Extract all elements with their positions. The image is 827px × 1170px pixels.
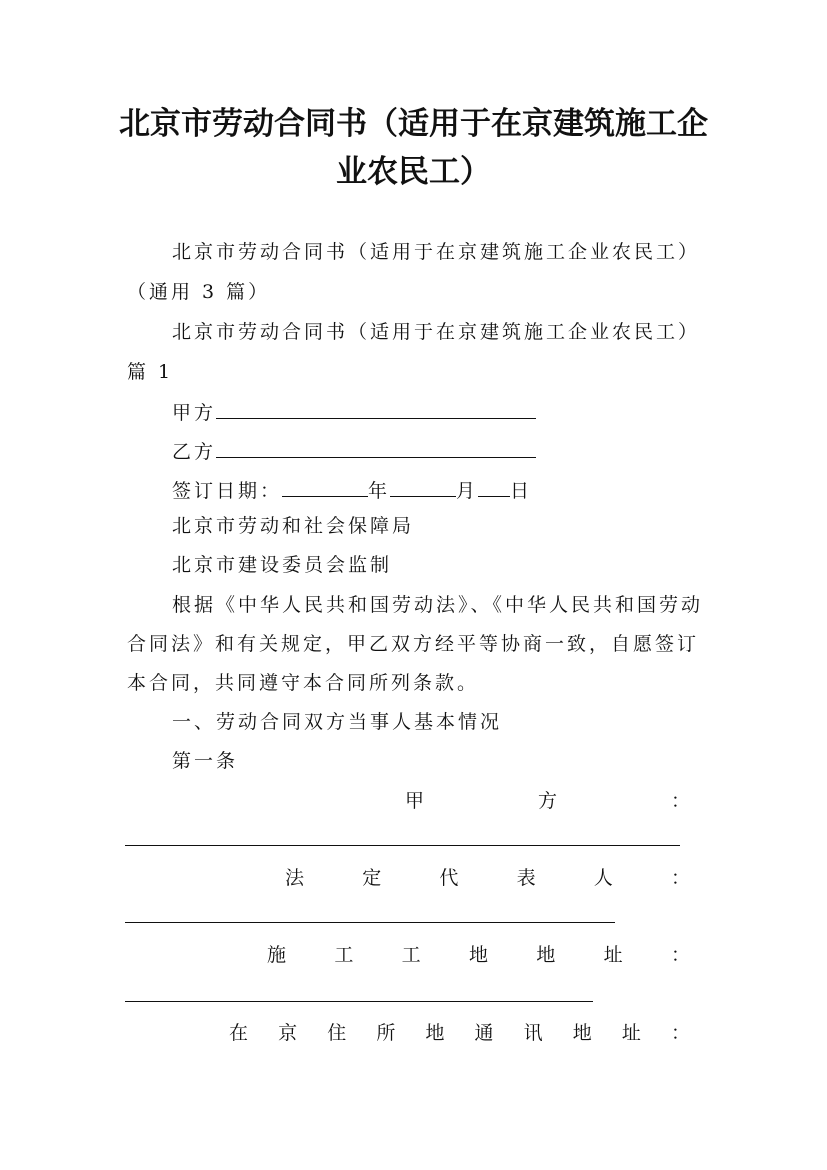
field-char: 在: [229, 1022, 249, 1044]
field-char: 表: [516, 867, 536, 889]
section-heading-1: 一、劳动合同双方当事人基本情况: [172, 711, 503, 733]
field-char: ：: [670, 867, 690, 889]
heading-line-1: 北京市劳动合同书（适用于在京建筑施工企业农民工）: [172, 321, 701, 343]
paragraph-line-1: 根据《中华人民共和国劳动法》、《中华人民共和国劳动: [172, 594, 704, 616]
month-blank[interactable]: [390, 476, 456, 497]
field-char: 通: [474, 1022, 494, 1044]
field-party-a-blank[interactable]: [125, 844, 680, 846]
month-label: 月: [456, 480, 479, 502]
field-char: 所: [376, 1022, 396, 1044]
field-char: 工: [401, 944, 421, 966]
field-char: 址: [621, 1022, 641, 1044]
field-char: 地: [425, 1022, 445, 1044]
party-b-label: 乙方: [172, 441, 217, 463]
year-blank[interactable]: [282, 476, 368, 497]
document-title: [100, 100, 727, 196]
field-char: 工: [334, 944, 354, 966]
field-char: 定: [362, 867, 382, 889]
field-char: 方: [537, 790, 557, 812]
heading-line-2: 篇 1: [127, 361, 174, 383]
field-char: ：: [670, 790, 690, 812]
paragraph-line-3: 本合同，共同遵守本合同所列条款。: [127, 672, 480, 694]
field-char: 讯: [523, 1022, 543, 1044]
field-char: 地: [536, 944, 556, 966]
party-a-row: [172, 398, 536, 425]
year-label: 年: [368, 480, 391, 502]
field-char: 京: [278, 1022, 298, 1044]
subtitle-line-2: （通用 3 篇）: [127, 281, 271, 303]
field-char: 人: [593, 867, 613, 889]
field-legal-rep-label: [285, 866, 690, 890]
field-char: 地: [468, 944, 488, 966]
party-a-label: 甲方: [172, 402, 217, 424]
field-site-addr-blank[interactable]: [125, 1000, 593, 1002]
party-b-row: [172, 437, 536, 464]
day-label: 日: [510, 480, 533, 502]
field-beijing-addr-label: [229, 1021, 690, 1045]
issuer-2: 北京市建设委员会监制: [172, 554, 393, 576]
field-char: ：: [670, 944, 690, 966]
paragraph-line-2: 合同法》和有关规定，甲乙双方经平等协商一致，自愿签订: [127, 633, 700, 655]
day-blank[interactable]: [478, 476, 510, 497]
party-b-blank[interactable]: [216, 437, 536, 458]
field-char: 施: [267, 944, 287, 966]
field-char: 住: [327, 1022, 347, 1044]
party-a-blank[interactable]: [216, 398, 536, 419]
field-legal-rep-blank[interactable]: [125, 921, 615, 923]
title-line-2: 业农民工）: [336, 154, 491, 190]
field-char: 代: [439, 867, 459, 889]
sign-date-label: 签订日期：: [172, 480, 283, 502]
field-site-addr-label: [267, 943, 690, 967]
field-char: ：: [670, 1022, 690, 1044]
issuer-1: 北京市劳动和社会保障局: [172, 515, 415, 537]
field-party-a-label: [405, 789, 690, 813]
sign-date-row: [172, 476, 532, 503]
field-char: 址: [603, 944, 623, 966]
field-char: 地: [572, 1022, 592, 1044]
field-char: 法: [285, 867, 305, 889]
title-line-1: 北京市劳动合同书（适用于在京建筑施工企: [119, 106, 708, 142]
subtitle-line-1: 北京市劳动合同书（适用于在京建筑施工企业农民工）: [172, 241, 701, 263]
field-char: 甲: [405, 790, 425, 812]
article-1: 第一条: [172, 750, 239, 772]
